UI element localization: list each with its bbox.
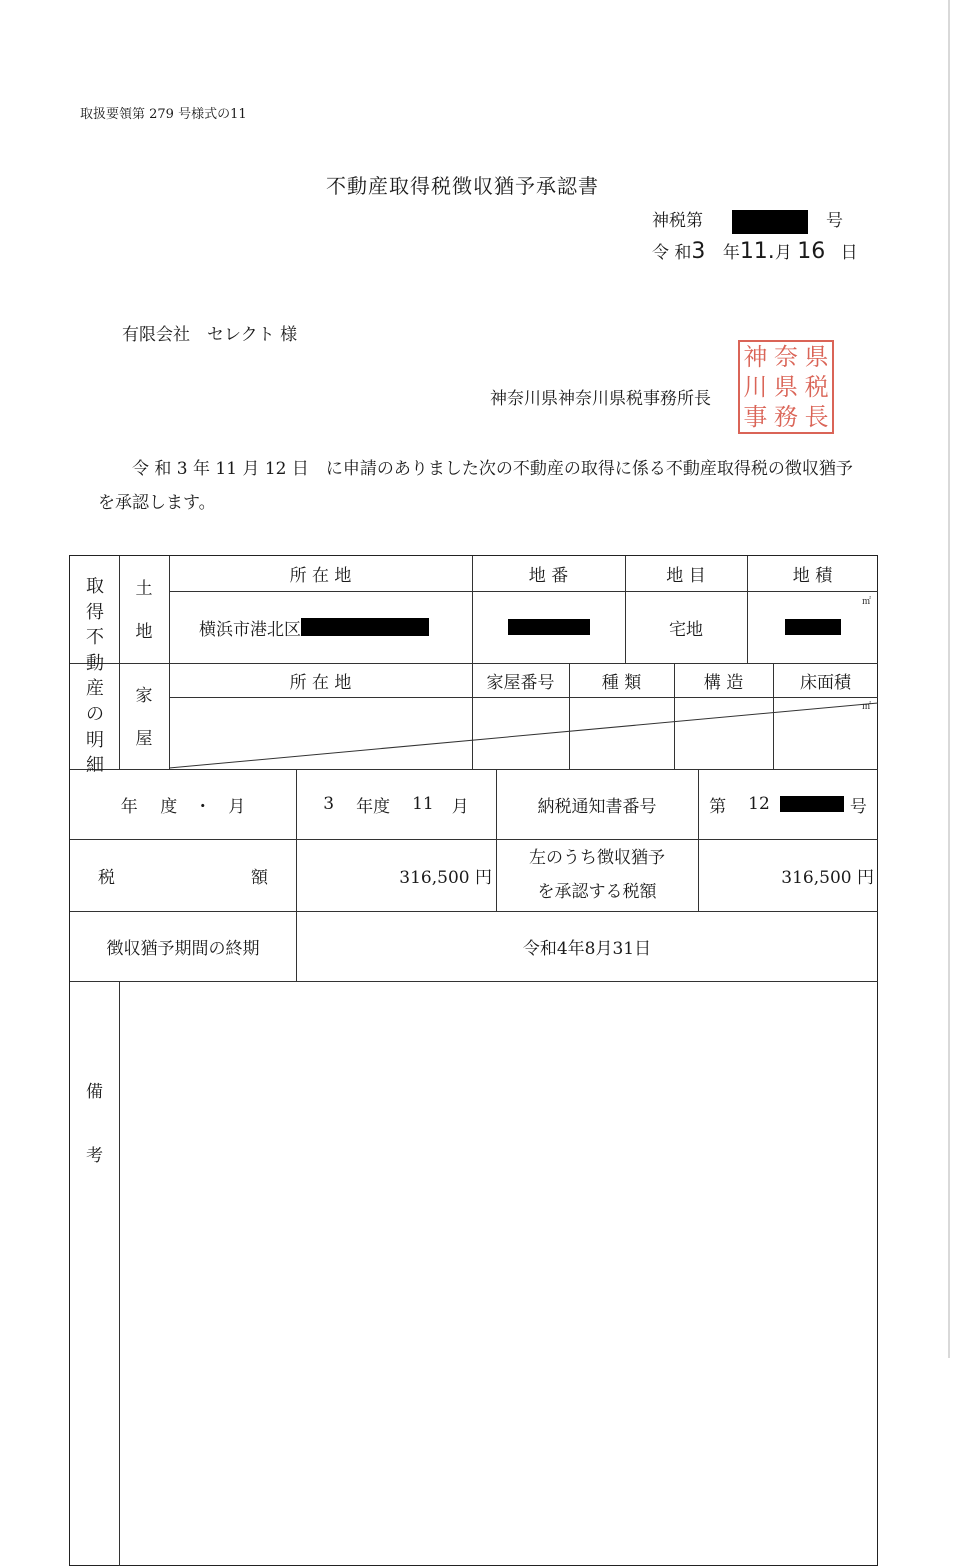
redaction-box bbox=[301, 618, 429, 636]
month-value: 11 bbox=[412, 794, 434, 814]
deferred-label-line-2: を承認する税額 bbox=[537, 882, 657, 902]
notice-number-label: 納税通知書番号 bbox=[537, 796, 657, 817]
header-location: 所 在 地 bbox=[289, 566, 352, 586]
land-label-2: 地 bbox=[135, 621, 153, 642]
seal-char: 県 bbox=[804, 343, 829, 371]
document-number-prefix: 神税第 bbox=[652, 211, 703, 231]
addressee: 有限会社 セレクト 様 bbox=[122, 325, 298, 345]
header-land-category: 地 目 bbox=[666, 566, 706, 586]
land-location-cell bbox=[169, 591, 472, 663]
seal-char: 長 bbox=[804, 403, 829, 431]
section-label: 取得不動産の明細 bbox=[86, 576, 104, 777]
seal-char: 奈 bbox=[773, 343, 798, 371]
date-era: 令 和 bbox=[652, 243, 692, 263]
land-location: 横浜市港北区 bbox=[199, 619, 301, 640]
remarks-area bbox=[120, 982, 878, 1566]
notice-value: 12 bbox=[748, 794, 770, 814]
remarks-label-1: 備 bbox=[86, 1081, 103, 1102]
notice-suffix: 号 bbox=[849, 796, 867, 817]
deferred-amount: 316,500 円 bbox=[781, 867, 874, 888]
deferment-period-label: 徴収猶予期間の終期 bbox=[106, 938, 260, 959]
seal-char: 神 bbox=[743, 343, 768, 371]
building-label-1: 家 bbox=[135, 685, 153, 706]
year-month-label: 年 度 ・ 月 bbox=[120, 796, 246, 817]
date-day: 16 bbox=[797, 239, 826, 264]
land-category: 宅地 bbox=[669, 619, 703, 640]
tax-amount: 316,500 円 bbox=[399, 867, 492, 888]
year-value: 3 bbox=[323, 794, 335, 814]
floor-area-unit: ㎡ bbox=[862, 702, 872, 712]
remarks-label-2: 考 bbox=[86, 1145, 103, 1166]
document-title: 不動産取得税徴収猶予承認書 bbox=[326, 174, 599, 198]
issue-date bbox=[652, 238, 858, 264]
land-area-cell bbox=[747, 591, 878, 663]
approval-text: 令 和 3 年 11 月 12 日 に申請のありました次の不動産の取得に係る不動産取得税の徴収猶予を承認します。 bbox=[98, 459, 853, 513]
date-year-unit: 年 bbox=[722, 243, 740, 263]
date-month-unit: 月 bbox=[774, 243, 792, 263]
header-structure: 構 造 bbox=[703, 672, 744, 693]
seal-char: 県 bbox=[773, 373, 798, 401]
date-year: 3 bbox=[691, 239, 706, 264]
header-building-type: 種 類 bbox=[601, 672, 642, 693]
document-number-suffix: 号 bbox=[826, 211, 843, 231]
building-label-2: 屋 bbox=[135, 728, 153, 749]
issuer: 神奈川県神奈川県税事務所長 bbox=[490, 389, 711, 409]
official-seal bbox=[738, 340, 834, 434]
date-month: 11. bbox=[739, 239, 775, 264]
month-unit: 月 bbox=[451, 796, 469, 817]
header-floor-area: 床面積 bbox=[800, 672, 851, 693]
land-label-1: 土 bbox=[135, 578, 153, 599]
notice-number-value bbox=[698, 769, 878, 839]
deferment-period-value: 令和4年8月31日 bbox=[522, 938, 652, 959]
seal-char: 務 bbox=[773, 403, 798, 431]
seal-char: 税 bbox=[804, 373, 829, 401]
tax-amount-label-1: 税 bbox=[98, 867, 115, 888]
form-number: 取扱要領第 279 号様式の11 bbox=[80, 107, 247, 122]
lot-number-cell bbox=[472, 591, 625, 663]
detail-table bbox=[69, 555, 878, 1566]
redaction-box bbox=[785, 619, 841, 635]
header-land-area: 地 積 bbox=[792, 566, 833, 586]
tax-amount-label bbox=[70, 839, 296, 911]
redaction-box bbox=[780, 796, 844, 812]
page-edge bbox=[948, 0, 950, 1358]
deferred-amount-label bbox=[496, 839, 698, 911]
date-day-unit: 日 bbox=[840, 243, 858, 263]
redaction-box bbox=[732, 210, 808, 234]
land-area-unit: ㎡ bbox=[862, 597, 872, 607]
header-lot-number: 地 番 bbox=[528, 566, 569, 586]
header-building-location: 所 在 地 bbox=[289, 672, 352, 693]
seal-char: 川 bbox=[743, 373, 768, 401]
deferred-label-line-1: 左のうち徴収猶予 bbox=[529, 848, 665, 868]
redaction-box bbox=[508, 619, 590, 635]
notice-prefix: 第 bbox=[709, 796, 727, 817]
seal-char: 事 bbox=[743, 403, 768, 431]
tax-amount-label-2: 額 bbox=[251, 867, 268, 888]
year-unit: 年度 bbox=[356, 796, 391, 817]
document-number bbox=[652, 206, 843, 234]
header-house-number: 家屋番号 bbox=[486, 672, 555, 693]
year-month-value bbox=[296, 769, 496, 839]
